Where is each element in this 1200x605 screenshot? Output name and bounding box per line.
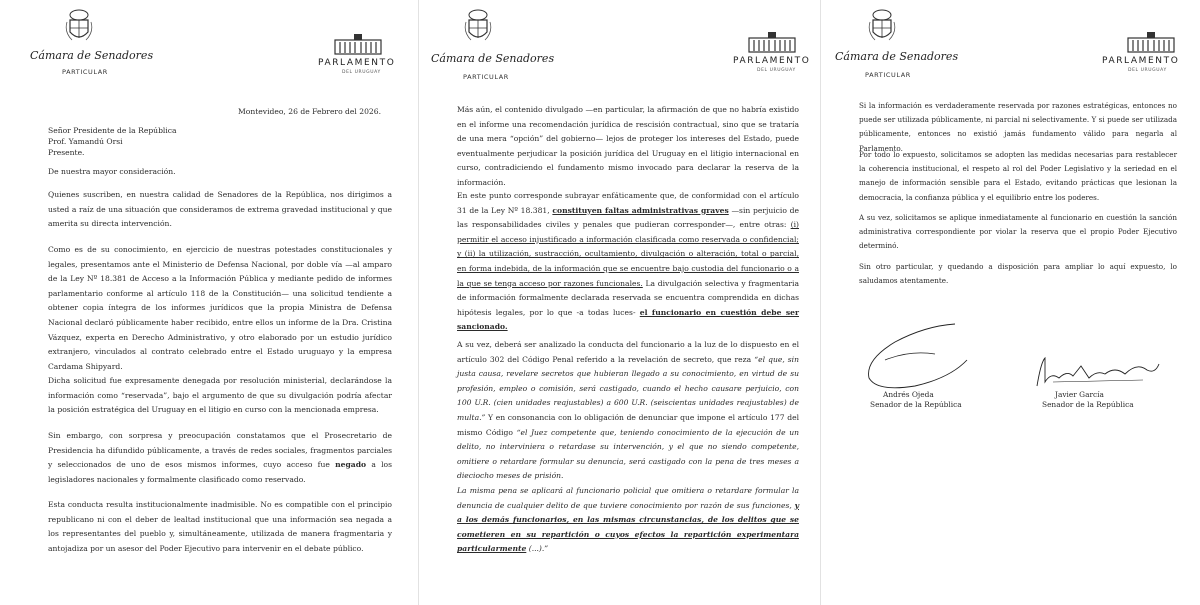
letter-page-2 (418, 0, 821, 605)
parlamento-logo-text: PARLAMENTO (1102, 56, 1180, 66)
particular-label: PARTICULAR (62, 68, 108, 76)
particular-label: PARTICULAR (463, 73, 509, 81)
signature-ojeda (855, 320, 975, 395)
paragraph: A su vez, deberá ser analizado la conducta del funcionario a la luz de lo dispuesto en el artículo 302 del Código Penal referido a la revelación de secreto, que reza “el que, sin justa causa, revelare secretos que hubieran llegado a su conocimiento, en virtud de su profesión, empleo o comisión, será castigado, cuando el hecho causare perjuicio, con 100 U.R. (cien unidades reajustables) a 600 U.R. (seiscientas unidades reajustables) de multa.” Y en consonancia con lo obligación de denunciar que impone el artículo 177 del mismo Código “el Juez competente que, teniendo conocimiento de la ejecución de un delito, no interviniera o retardase su intervención, y el que no siendo competente, omitiere o retardare formular su denuncia, será castigado con la pena de tres meses a dieciocho meses de prisión. (457, 340, 800, 481)
senate-crest-icon (463, 8, 493, 46)
paragraph: En este punto corresponde subrayar enfáticamente que, de conformidad con el artículo 31 de la Ley Nº 18.381, constituyen faltas administrativas graves —sin perjuicio de las responsabilidades civiles y penales que pudieran corresponder—, entre otras: (i) permitir el acceso injustificado a información clasificada como reservada o confidencial; y (ii) la utilización, sustracción, ocultamiento, divulgación o alteración, total o parcial, en forma indebida, de la información que se encuentre bajo custodia del funcionario o a la que se tenga acceso por razones funcionales. La divulgación selectiva y fragmentaria de información formalmente declarada reservada se encuentra comprendida en dichas hipótesis legales, por lo que -a todas luces- el funcionario en cuestión debe ser sancionado. (457, 191, 800, 332)
parlamento-logo-text: PARLAMENTO (318, 58, 396, 68)
addressee-line: Presente. (48, 148, 85, 157)
letter-date: Montevideo, 26 de Febrero del 2026. (238, 107, 381, 116)
paragraph: Por todo lo expuesto, solicitamos se adopten las medidas necesarias para restablecer la coherencia institucional, el respeto al rol del Poder Legislativo y la seriedad en el manejo de información sensible para el Estado, evitando prácticas que lesionan la democracia, la confianza pública y el equilibrio entre los poderes. (859, 150, 1177, 202)
senate-crest-icon (867, 8, 897, 46)
parlamento-subtitle: DEL URUGUAY (757, 68, 796, 73)
parliament-building-icon (333, 34, 383, 56)
camara-header: Cámara de Senadores (431, 52, 555, 65)
camara-header: Cámara de Senadores (835, 50, 959, 63)
paragraph: Sin otro particular, y quedando a disposición para ampliar lo aquí expuesto, lo saludamos atentamente. (859, 262, 1177, 286)
paragraph: Sin embargo, con sorpresa y preocupación constatamos que el Prosecretario de Presidencia ha difundido públicamente, a través de redes sociales, fragmentos parciales y seleccionados de uno de esos mismos informes, cuyo acceso fue negado a los legisladores nacionales y formalmente clasificado como reservado. (48, 431, 392, 484)
paragraph: A su vez, solicitamos se aplique inmediatamente al funcionario en cuestión la sanción administrativa correspondiente por violar la reserva que el propio Poder Ejecutivo determinó. (859, 213, 1177, 251)
parliament-building-icon (1126, 32, 1176, 54)
paragraph: Más aún, el contenido divulgado —en particular, la afirmación de que no habría existido en el informe una recomendación jurídica de rescisión contractual, sino que se trataría de una mera “opción” del gobierno— lejos de proteger los intereses del Estado, puede eventualmente perjudicar la posición jurídica del Uruguay en el litigio internacional en curso, contradiciendo el fundamento mismo invocado para declarar la reserva de la información. (457, 105, 799, 187)
parlamento-logo-text: PARLAMENTO (733, 56, 811, 66)
addressee-line: Prof. Yamandú Orsi (48, 137, 123, 146)
greeting: De nuestra mayor consideración. (48, 167, 176, 176)
paragraph: Si la información es verdaderamente reservada por razones estratégicas, entonces no puede ser utilizada públicamente, ni parcial ni selectivamente. Y si puede ser utilizada públicamente, entonces no existió jamás fundamento válido para negarla al Parlamento. (859, 101, 1177, 153)
paragraph: Como es de su conocimiento, en ejercicio de nuestras potestades constitucionales y legales, presentamos ante el Ministerio de Defensa Nacional, por doble vía —al amparo de la Ley Nº 18.381 de Acceso a la Información Pública y mediante pedido de informes parlamentario conforme al artículo 118 de la Constitución— una solicitud tendiente a obtener copia íntegra de los informes jurídicos que la propia Ministra de Defensa Nacional declaró públicamente haber recibido, entre ellos un informe de la Dra. Cristina Vázquez, experta en Derecho Administrativo, y otro elaborado por un estudio jurídico extranjero, vinculados al contrato celebrado entre el Estado uruguayo y la empresa Cardama Shipyard. (48, 245, 392, 371)
signer-name: Javier García (1055, 390, 1104, 399)
paragraph: Esta conducta resulta institucionalmente inadmisible. No es compatible con el principio republicano ni con el deber de lealtad institucional que una información sea negada a los representantes del pueblo y, simultáneamente, utilizada de manera fragmentaria y antojadiza por un asesor del Poder Ejecutivo para intervenir en el debate público. (48, 500, 392, 553)
signature-garcia (1033, 352, 1163, 392)
addressee-line: Señor Presidente de la República (48, 126, 177, 135)
signer-name: Andrés Ojeda (883, 390, 934, 399)
letter-page-1 (0, 0, 418, 605)
paragraph: La misma pena se aplicará al funcionario policial que omitiera o retardare formular la denuncia de cualquier delito de que tuviere conocimiento por razón de sus funciones, y a los demás funcionarios, en las mismas circunstancias, de los delitos que se cometieren en su repartición o cuyos efectos la repartición experimentara particularmente (...).” (457, 486, 799, 554)
paragraph: Dicha solicitud fue expresamente denegada por resolución ministerial, declarándose la información como “reservada”, bajo el argumento de que su divulgación podría afectar la posición estratégica del Uruguay en el litigio en curso con la mencionada empresa. (48, 376, 392, 415)
parliament-building-icon (747, 32, 797, 54)
camara-header: Cámara de Senadores (30, 49, 154, 62)
parlamento-subtitle: DEL URUGUAY (342, 70, 381, 75)
senate-crest-icon (64, 8, 94, 46)
signer-title: Senador de la República (1042, 400, 1134, 409)
paragraph: Quienes suscriben, en nuestra calidad de Senadores de la República, nos dirigimos a usted a raíz de una situación que consideramos de extrema gravedad institucional y que amerita su directa intervención. (48, 190, 392, 229)
signer-title: Senador de la República (870, 400, 962, 409)
particular-label: PARTICULAR (865, 71, 911, 79)
parlamento-subtitle: DEL URUGUAY (1128, 68, 1167, 73)
letter-page-3 (820, 0, 1200, 605)
